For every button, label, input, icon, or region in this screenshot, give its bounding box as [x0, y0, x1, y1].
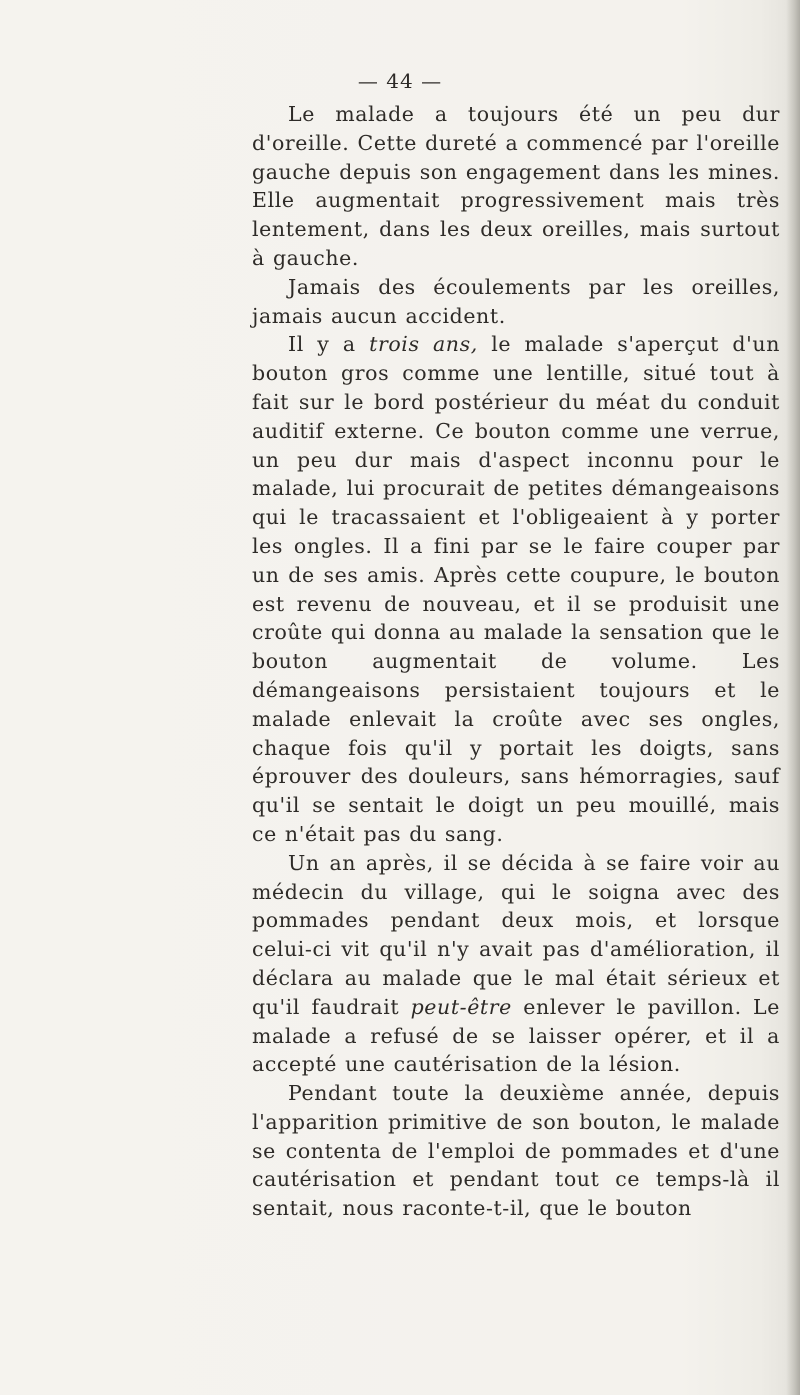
page-number: — 44 —: [357, 69, 443, 93]
italic-phrase: peut-être: [410, 994, 512, 1019]
paragraph-1: [252, 100, 780, 273]
paragraph-text: Il y a: [288, 332, 370, 357]
italic-phrase: trois ans,: [369, 332, 478, 357]
paragraph-text: Pendant toute la deuxième année, depuis l'apparition primitive de son bouton, le malade se contenta de l'emploi de pommades et d'une cautérisation et pendant tout ce temps-là il sentait, nous raconte-t-il, que le bouton: [252, 1081, 780, 1221]
paragraph-3: [252, 330, 780, 848]
page-edge-shadow: [786, 0, 800, 1395]
paragraph-text: Un an après, il se décida à se faire voir au médecin du village, qui le soigna avec des pommades pendant deux mois, et lorsque celui-ci vit qu'il n'y avait pas d'amélioration, il déclara au malade que le mal était sérieux et qu'il faudrait: [252, 850, 780, 1019]
body-text: [252, 100, 780, 1223]
paragraph-5: [252, 1079, 780, 1223]
paragraph-2: [252, 273, 780, 331]
paragraph-text: enlever le pavillon. Le malade a refusé de se laisser opérer, et il a accepté une cautérisation de la lésion.: [252, 994, 781, 1077]
paragraph-text: Jamais des écoulements par les oreilles, jamais aucun accident.: [252, 274, 780, 328]
paragraph-text: le malade s'aperçut d'un bouton gros comme une lentille, situé tout à fait sur le bord postérieur du méat du conduit auditif externe. Ce bouton comme une verrue, un peu dur mais d'aspect inconnu pour le malade, lui procurait de petites démangeaisons qui le tracassaient et l'obligeaient à y porter les ongles. Il a fini par se le faire couper par un de ses amis. Après cette coupure, le bouton est revenu de nouveau, et il se produisit une croûte qui donna au malade la sensation que le bouton augmentait de volume. Les démangeaisons persistaient toujours et le malade enlevait la croûte avec ses ongles, chaque fois qu'il y portait les doigts, sans éprouver des douleurs, sans hémorragies, sauf qu'il se sentait le doigt un peu mouillé, mais ce n'était pas du sang.: [252, 332, 780, 846]
paragraph-text: Le malade a toujours été un peu dur d'oreille. Cette dureté a commencé par l'oreille gauche depuis son engagement dans les mines. Elle augmentait progressivement mais très lentement, dans les deux oreilles, mais surtout à gauche.: [252, 102, 780, 270]
paragraph-4: [252, 849, 780, 1079]
